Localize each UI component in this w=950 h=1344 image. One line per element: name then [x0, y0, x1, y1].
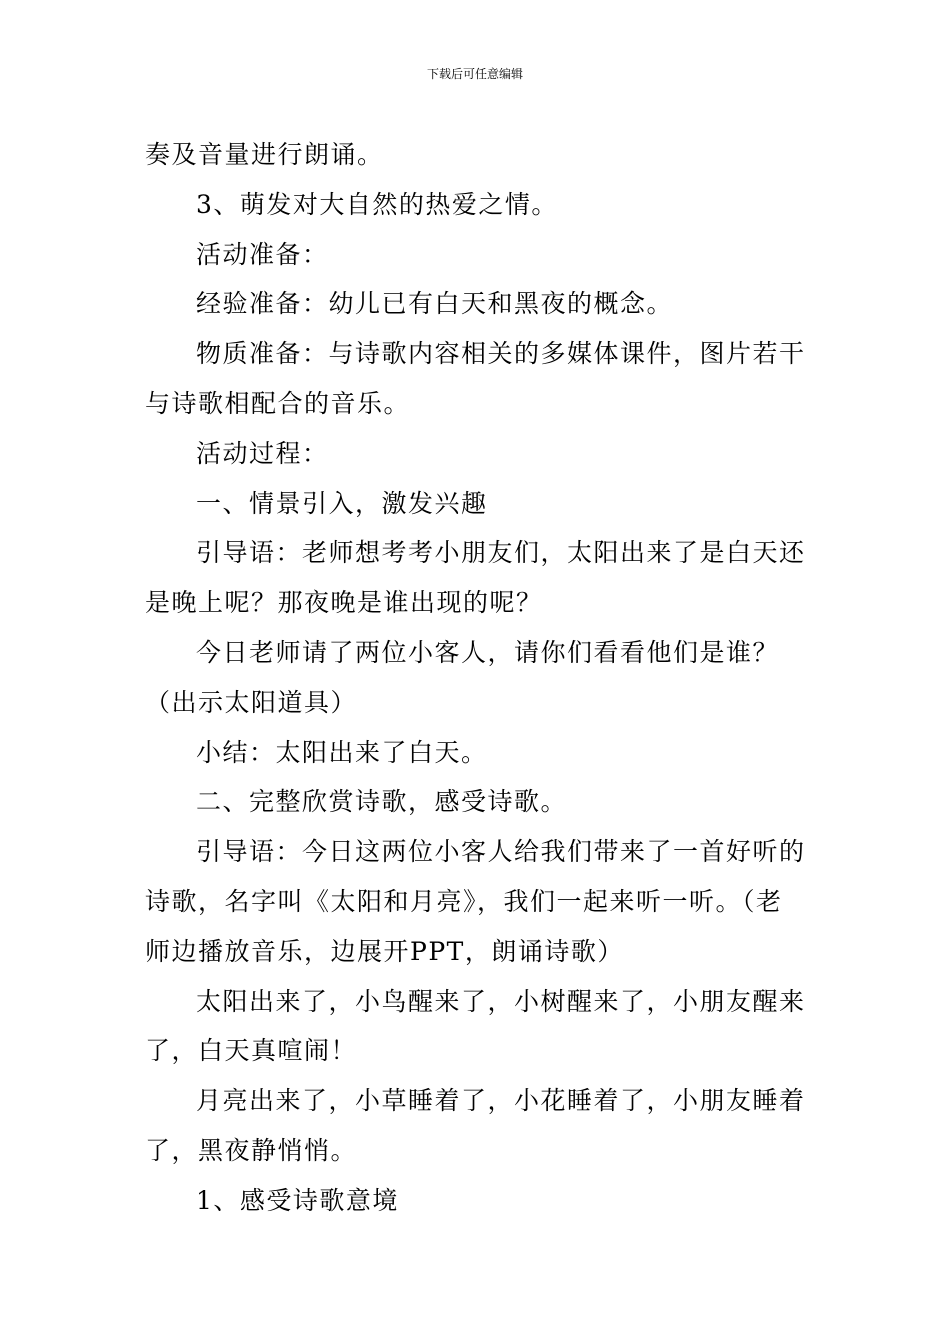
paragraph: 物质准备：与诗歌内容相关的多媒体课件，图片若干与诗歌相配合的音乐。 — [145, 339, 806, 418]
paragraph: 活动过程： — [196, 438, 329, 468]
paragraph: 经验准备：幼儿已有白天和黑夜的概念。 — [196, 289, 674, 319]
document-body — [145, 130, 807, 1226]
paragraph: 今日老师请了两位小客人，请你们看看他们是谁？（出示太阳道具） — [145, 637, 780, 717]
paragraph: 太阳出来了，小鸟醒来了，小树醒来了，小朋友醒来了，白天真喧闹！ — [145, 986, 806, 1066]
paragraph: 活动准备： — [196, 239, 329, 269]
paragraph: 引导语：今日这两位小客人给我们带来了一首好听的诗歌，名字叫《太阳和月亮》，我们一起来听一听。（老师边播放音乐，边展开PPT，朗诵诗歌） — [145, 837, 806, 966]
paragraph: 一、情景引入，激发兴趣 — [196, 488, 488, 518]
paragraph: 月亮出来了，小草睡着了，小花睡着了，小朋友睡着了，黑夜静悄悄。 — [145, 1086, 806, 1165]
paragraph: 引导语：老师想考考小朋友们，太阳出来了是白天还是晚上呢？那夜晚是谁出现的呢？ — [145, 538, 806, 618]
paragraph: 小结：太阳出来了白天。 — [196, 737, 488, 767]
paragraph: 3、萌发对大自然的热爱之情。 — [196, 189, 558, 219]
page-header: 下载后可任意编辑 — [426, 67, 523, 81]
paragraph: 二、完整欣赏诗歌，感受诗歌。 — [196, 787, 568, 817]
paragraph: 奏及音量进行朗诵。 — [145, 140, 384, 169]
paragraph: 1、感受诗歌意境 — [196, 1185, 399, 1215]
